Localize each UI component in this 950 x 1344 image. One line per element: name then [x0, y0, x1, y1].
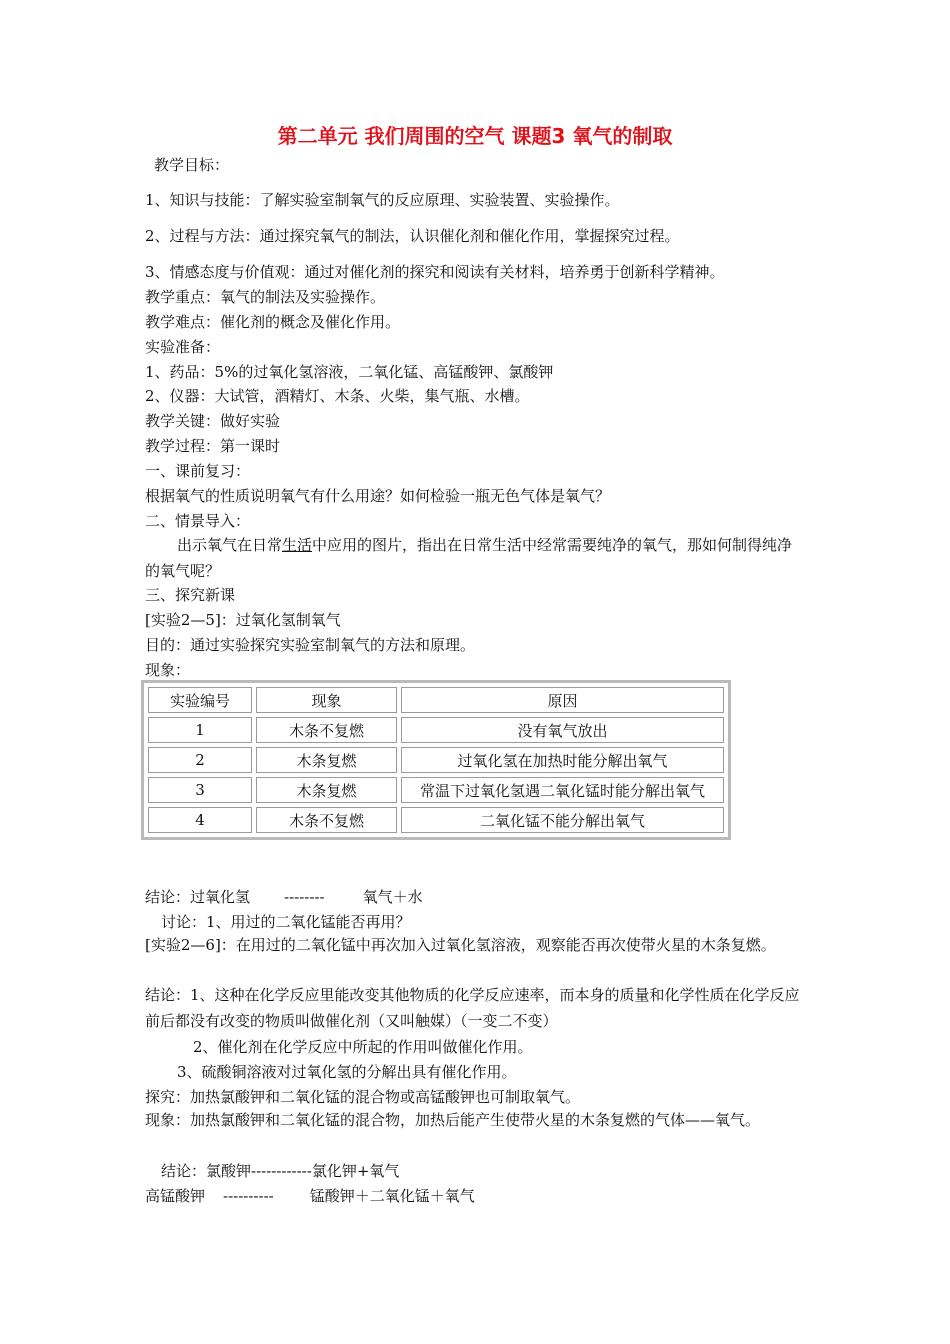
- conclusion-3: 结论：氯酸钾------------氯化钾+氧气: [161, 1162, 400, 1180]
- table-cell: 木条复燃: [256, 747, 397, 773]
- phenomenon-label: 现象：: [145, 661, 191, 679]
- explore: 探究：加热氯酸钾和二氧化锰的混合物或高锰酸钾也可制取氧气。: [145, 1088, 581, 1106]
- table-row: [148, 777, 724, 803]
- table-cell: 4: [148, 807, 252, 833]
- review-text: 根据氧气的性质说明氧气有什么用途？如何检验一瓶无色气体是氧气？: [145, 487, 611, 505]
- intro-heading: 二、情景导入：: [145, 512, 251, 530]
- table-header-cell: 原因: [401, 687, 724, 713]
- conclusion-1-left: 结论：过氧化氢: [145, 888, 251, 906]
- page-title: 第二单元 我们周围的空气 课题3 氧气的制取: [277, 124, 673, 148]
- equation-2-left: 高锰酸钾: [145, 1187, 206, 1205]
- table-cell: 常温下过氧化氢遇二氧化锰时能分解出氧气: [401, 777, 724, 803]
- results-table: [141, 680, 731, 840]
- experiment-2-5: [实验2—5]：过氧化氢制氧气: [145, 611, 341, 629]
- table-cell: 木条复燃: [256, 777, 397, 803]
- prep-instruments: 2、仪器：大试管，酒精灯、木条、火柴，集气瓶、水槽。: [145, 387, 530, 405]
- table-cell: 二氧化锰不能分解出氧气: [401, 807, 724, 833]
- table-header-cell: 实验编号: [148, 687, 252, 713]
- table-header-row: [148, 687, 724, 713]
- table-cell: 2: [148, 747, 252, 773]
- intro-paragraph: [145, 532, 805, 584]
- conclusion-1-arrow: --------: [284, 888, 325, 906]
- objectives-heading: 教学目标：: [154, 156, 230, 174]
- equation-2-arrow: ----------: [223, 1187, 274, 1205]
- table-cell: 3: [148, 777, 252, 803]
- phenomenon-2: 现象：加热氯酸钾和二氧化锰的混合物，加热后能产生使带火星的木条复燃的气体——氧气。: [145, 1111, 761, 1129]
- table-header-cell: 现象: [256, 687, 397, 713]
- table-row: [148, 717, 724, 743]
- teaching-key: 教学关键：做好实验: [145, 412, 281, 430]
- purpose: 目的：通过实验探究实验室制氧气的方法和原理。: [145, 636, 476, 654]
- table-row: [148, 807, 724, 833]
- intro-text-underlined: 生活: [282, 536, 313, 554]
- table-cell: 没有氧气放出: [401, 717, 724, 743]
- table-cell: 过氧化氢在加热时能分解出氧气: [401, 747, 724, 773]
- review-heading: 一、课前复习：: [145, 462, 251, 480]
- new-lesson-heading: 三、探究新课: [145, 586, 236, 604]
- equation-2-right: 锰酸钾＋二氧化锰＋氧气: [309, 1187, 475, 1205]
- table-cell: 1: [148, 717, 252, 743]
- prep-heading: 实验准备：: [145, 338, 221, 356]
- objective-process: 2、过程与方法：通过探究氧气的制法，认识催化剂和催化作用，掌握探究过程。: [145, 227, 680, 245]
- conclusion-2-2: 2、催化剂在化学反应中所起的作用叫做催化作用。: [193, 1038, 533, 1056]
- prep-chemicals: 1、药品：5%的过氧化氢溶液，二氧化锰、高锰酸钾、氯酸钾: [145, 363, 554, 381]
- intro-text-b: 中应用的图片，指出在日常生活中经常需要纯净的氧气，那如何制得纯净的氧气呢？: [145, 536, 793, 580]
- key-point: 教学重点：氧气的制法及实验操作。: [145, 288, 386, 306]
- intro-text-a: 出示氧气在日常: [177, 536, 283, 554]
- table-cell: 木条不复燃: [256, 807, 397, 833]
- conclusion-2-1: 结论：1、这种在化学反应里能改变其他物质的化学反应速率，而本身的质量和化学性质在化学反应前后都没有改变的物质叫做催化剂（又叫触媒）（一变二不变）: [145, 986, 800, 1030]
- conclusion-2-3: 3、硫酸铜溶液对过氧化氢的分解出具有催化作用。: [177, 1063, 517, 1081]
- experiment-2-6: [实验2—6]：在用过的二氧化锰中再次加入过氧化氢溶液，观察能否再次使带火星的木条复燃。: [145, 936, 776, 954]
- difficulty: 教学难点：催化剂的概念及催化作用。: [145, 313, 401, 331]
- table-row: [148, 747, 724, 773]
- conclusion-1-right: 氧气＋水: [362, 888, 423, 906]
- teaching-process: 教学过程：第一课时: [145, 437, 281, 455]
- equation-potassium-permanganate: [145, 1185, 475, 1206]
- conclusion-1: [145, 886, 423, 907]
- table-cell: 木条不复燃: [256, 717, 397, 743]
- objective-attitude: 3、情感态度与价值观：通过对催化剂的探究和阅读有关材料，培养勇于创新科学精神。: [145, 263, 725, 281]
- objective-knowledge: 1、知识与技能：了解实验室制氧气的反应原理、实验装置、实验操作。: [145, 191, 620, 209]
- discussion: 讨论：1、用过的二氧化锰能否再用？: [161, 913, 411, 931]
